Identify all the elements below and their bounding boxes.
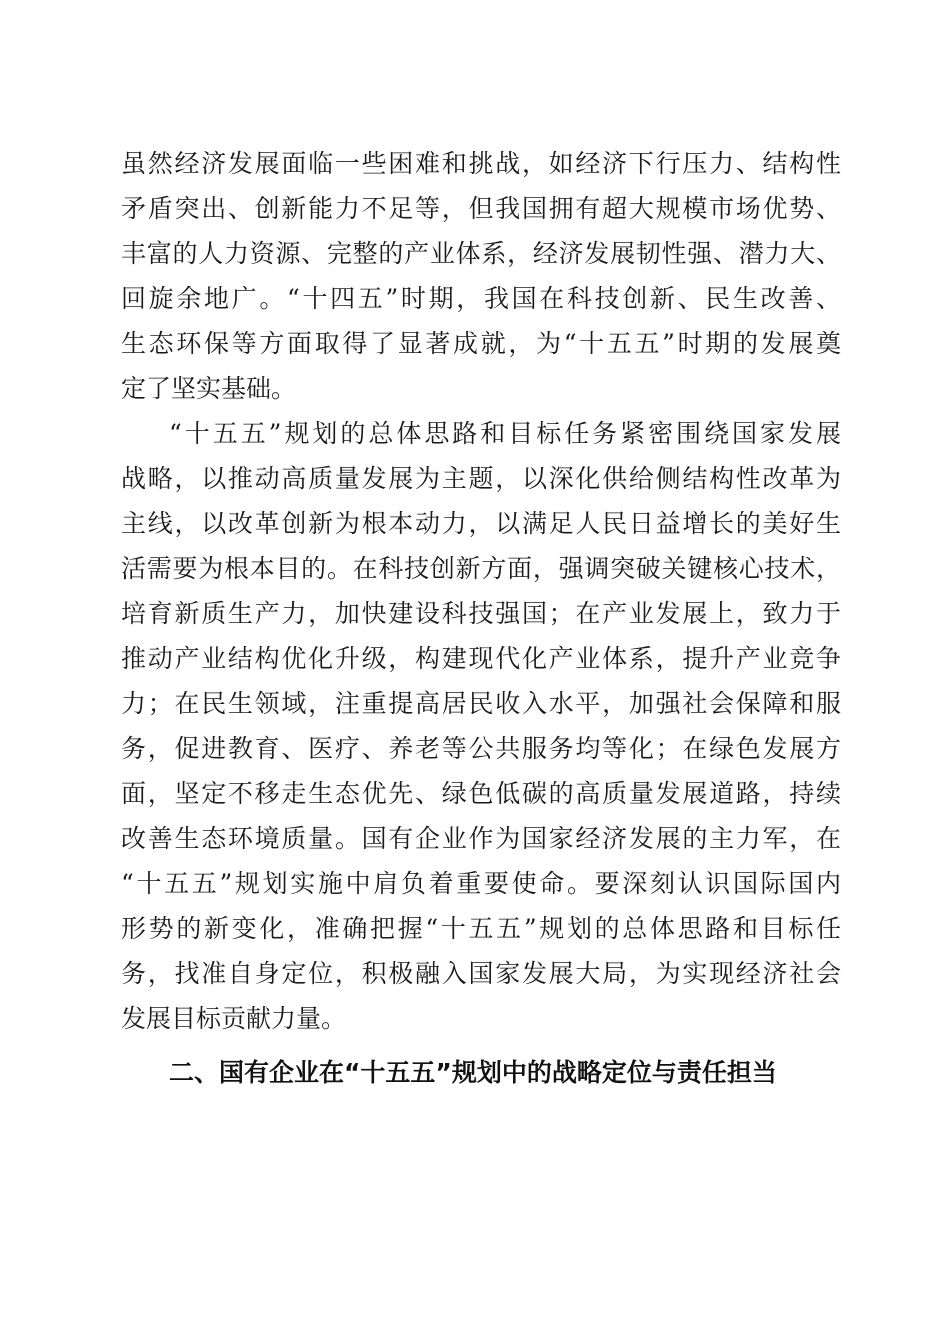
- paragraph-line: 培育新质生产力，加快建设科技强国；在产业发展上，致力于: [121, 599, 841, 628]
- paragraph-2: [121, 411, 841, 1041]
- paragraph-1: [121, 141, 841, 411]
- paragraph-line: 力；在民生领域，注重提高居民收入水平，加强社会保障和服: [121, 689, 841, 718]
- section-heading: 二、国有企业在“十五五”规划中的战略定位与责任担当: [169, 1058, 777, 1087]
- paragraph-line: 形势的新变化，准确把握“十五五”规划的总体思路和目标任: [121, 914, 841, 943]
- document-body: [121, 141, 841, 1122]
- paragraph-line: 主线，以改革创新为根本动力，以满足人民日益增长的美好生: [121, 509, 841, 538]
- paragraph-line: 虽然经济发展面临一些困难和挑战，如经济下行压力、结构性: [121, 149, 841, 178]
- paragraph-line: 回旋余地广。“十四五”时期，我国在科技创新、民生改善、: [121, 284, 841, 313]
- paragraph-line: 活需要为根本目的。在科技创新方面，强调突破关键核心技术，: [121, 554, 841, 583]
- paragraph-line: 务，促进教育、医疗、养老等公共服务均等化；在绿色发展方: [121, 734, 841, 763]
- paragraph-line: 生态环保等方面取得了显著成就，为“十五五”时期的发展奠: [121, 329, 841, 358]
- paragraph-line: 务，找准自身定位，积极融入国家发展大局，为实现经济社会: [121, 959, 841, 988]
- paragraph-line: 定了坚实基础。: [121, 374, 297, 403]
- paragraph-line: 面，坚定不移走生态优先、绿色低碳的高质量发展道路，持续: [121, 779, 841, 808]
- paragraph-line: 丰富的人力资源、完整的产业体系，经济发展韧性强、潜力大、: [121, 239, 841, 268]
- paragraph-line: “十五五”规划的总体思路和目标任务紧密围绕国家发展: [169, 419, 841, 448]
- paragraph-line: 战略，以推动高质量发展为主题，以深化供给侧结构性改革为: [121, 464, 841, 493]
- paragraph-line: “十五五”规划实施中肩负着重要使命。要深刻认识国际国内: [121, 869, 841, 898]
- paragraph-line: 矛盾突出、创新能力不足等，但我国拥有超大规模市场优势、: [121, 194, 841, 223]
- paragraph-line: 发展目标贡献力量。: [121, 1004, 347, 1033]
- paragraph-line: 推动产业结构优化升级，构建现代化产业体系，提升产业竞争: [121, 644, 841, 673]
- paragraph-line: 改善生态环境质量。国有企业作为国家经济发展的主力军，在: [121, 824, 841, 853]
